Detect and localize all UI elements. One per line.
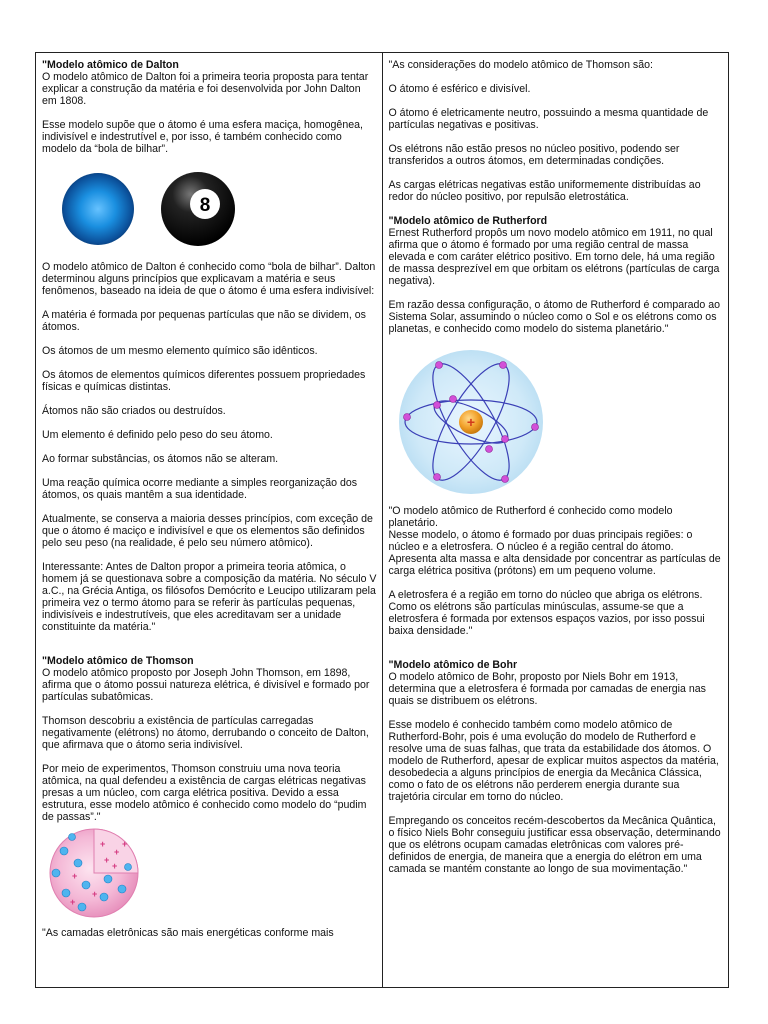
svg-text:+: + xyxy=(72,871,78,881)
bohr-paragraph: Empregando os conceitos recém-descobertos da Mecânica Quântica, o físico Niels Bohr conseguiu justificar essa observação, determinando que os elétrons ocupam camadas eletrônicas com valores pré-definidos de energia, de maneira que a energia do elétron em uma camada se mantém constante ao longo de sua movimentação." xyxy=(388,815,721,875)
plum-pudding-image xyxy=(42,827,152,919)
thomson-considerations: Os elétrons não estão presos no núcleo positivo, podendo ser transferidos a outros átomos, em determinadas condições. xyxy=(388,143,680,167)
thomson-considerations: As cargas elétricas negativas estão uniformemente distribuídas ao redor do núcleo positivo, por repulsão eletrostática. xyxy=(388,179,701,203)
svg-text:+: + xyxy=(92,889,98,899)
billiard-ball-image xyxy=(158,169,238,249)
left-column xyxy=(36,53,383,987)
dalton-paragraph: Interessante: Antes de Dalton propor a primeira teoria atômica, o homem já se questionava sobre a composição da matéria. No século V a.C., na Grécia Antiga, os filósofos Demócrito e Leucipo utilizaram pela primeira vez o termo átomo para se referir às partículas pequenas, indivisíveis e indestrutíveis, que eles acreditavam ser a unidade constituinte da matéria." xyxy=(42,561,377,633)
dalton-paragraph: O modelo atômico de Dalton foi a primeira teoria proposta para tentar explicar a construção da matéria e foi desenvolvida por John Dalton em 1808. xyxy=(42,71,369,107)
right-column xyxy=(383,53,729,987)
svg-text:+: + xyxy=(70,897,76,907)
thomson-paragraph: "As camadas eletrônicas são mais energéticas conforme mais xyxy=(42,927,334,939)
thomson-paragraph: Por meio de experimentos, Thomson construiu uma nova teoria atômica, na qual defendeu a existência de cargas elétricas negativas presas a um núcleo, com carga elétrica positiva. Devido a essa estrutura, esse modelo atômico é conhecido como modelo do “pudim de passas”." xyxy=(42,763,367,823)
bohr-heading: "Modelo atômico de Bohr xyxy=(388,659,518,671)
rutherford-paragraph: "O modelo atômico de Rutherford é conhecido como modelo planetário. xyxy=(388,505,673,529)
rutherford-atom-image xyxy=(393,347,549,497)
rutherford-atom-figure xyxy=(393,347,724,497)
bohr-paragraph: O modelo atômico de Bohr, proposto por Niels Bohr em 1913, determina que a eletrosfera é formada por camadas de energia nas quais se distribuem os elétrons. xyxy=(388,671,706,707)
document-page xyxy=(35,52,729,988)
dalton-principle: Ao formar substâncias, os átomos não se alteram. xyxy=(42,453,279,465)
rutherford-paragraph: Em razão dessa configuração, o átomo de Rutherford é comparado ao Sistema Solar, assumindo o núcleo como o Sol e os elétrons como os planetas, e conhecido como modelo do sistema planetário." xyxy=(388,299,721,335)
thomson-considerations: O átomo é esférico e divisível. xyxy=(388,83,531,95)
svg-text:+: + xyxy=(114,847,120,857)
thomson-considerations: O átomo é eletricamente neutro, possuindo a mesma quantidade de partículas negativas e positivas. xyxy=(388,107,709,131)
dalton-principle: A matéria é formada por pequenas partículas que não se dividem, os átomos. xyxy=(42,309,366,333)
dalton-heading: "Modelo atômico de Dalton xyxy=(42,59,179,71)
dalton-paragraph: Esse modelo supõe que o átomo é uma esfera maciça, homogênea, indivisível e indestrutível e, por isso, é também conhecido como modelo da “bola de bilhar”. xyxy=(42,119,363,155)
dalton-principle: Os átomos de elementos químicos diferentes possuem propriedades físicas e químicas distintas. xyxy=(42,369,366,393)
thomson-heading: "Modelo atômico de Thomson xyxy=(42,655,194,667)
rutherford-heading: "Modelo atômico de Rutherford xyxy=(388,215,548,227)
dalton-paragraph: Atualmente, se conserva a maioria desses princípios, com exceção de que o átomo é maciço e indivisível e que os elementos são definidos pelo seu peso (na realidade, é pelo seu número atômico). xyxy=(42,513,373,549)
dalton-principle: Uma reação química ocorre mediante a simples reorganização dos átomos, os quais mantêm a sua identidade. xyxy=(42,477,358,501)
blue-sphere-image xyxy=(60,171,136,247)
dalton-principle: Um elemento é definido pelo peso do seu átomo. xyxy=(42,429,273,441)
dalton-billiard-figure xyxy=(60,167,377,251)
svg-text:+: + xyxy=(112,861,118,871)
thomson-paragraph: Thomson descobriu a existência de partículas carregadas negativamente (elétrons) no átomo, derrubando o conceito de Dalton, que afirmava que o átomo seria indivisível. xyxy=(42,715,369,751)
billiard-number: 8 xyxy=(199,195,211,216)
bohr-paragraph: Esse modelo é conhecido também como modelo atômico de Rutherford-Bohr, pois é uma evolução do modelo de Rutherford e resolve uma de suas falhas, que trata da estabilidade dos átomos. O modelo de Rutherford, apesar de explicar muitos aspectos da matéria, desobedecia a alguns princípios de energia da Mecânica Clássica, como o fato de os elétrons não perderem energia durante sua trajetória circular em torno do núcleo. xyxy=(388,719,719,803)
thomson-considerations: "As considerações do modelo atômico de Thomson são: xyxy=(388,59,653,71)
svg-text:+: + xyxy=(122,839,128,849)
dalton-principle: Átomos não são criados ou destruídos. xyxy=(42,405,226,417)
thomson-pudding-figure xyxy=(42,827,377,919)
svg-text:+: + xyxy=(104,855,110,865)
svg-text:+: + xyxy=(100,839,106,849)
dalton-principle: Os átomos de um mesmo elemento químico são idênticos. xyxy=(42,345,318,357)
dalton-paragraph: O modelo atômico de Dalton é conhecido como “bola de bilhar”. Dalton determinou alguns princípios que explicavam a matéria e seus fenômenos, baseado na ideia de que o átomo é uma esfera indivisível: xyxy=(42,261,376,297)
thomson-paragraph: O modelo atômico proposto por Joseph John Thomson, em 1898, afirma que o átomo possui natureza elétrica, é divisível e formado por partículas subatômicas. xyxy=(42,667,370,703)
rutherford-paragraph: Ernest Rutherford propôs um novo modelo atômico em 1911, no qual afirma que o átomo é formado por uma região central de massa elevada e com caráter elétrico positivo. Em torno dele, há uma região de massa desprezível em que orbitam os elétrons (partículas de carga negativa). xyxy=(388,227,720,287)
rutherford-paragraph: A eletrosfera é a região em torno do núcleo que abriga os elétrons. Como os elétrons são partículas minúsculas, assume-se que a eletrosfera é formada por extensos espaços vazios, por isso possui baixa densidade." xyxy=(388,589,705,637)
svg-text:+: + xyxy=(466,414,475,430)
rutherford-paragraph: Nesse modelo, o átomo é formado por duas principais regiões: o núcleo e a eletrosfera. O núcleo é a região central do átomo. Apresenta alta massa e alta densidade por concentrar as partículas de carga elétrica positiva (prótons) em um pequeno volume. xyxy=(388,529,721,577)
